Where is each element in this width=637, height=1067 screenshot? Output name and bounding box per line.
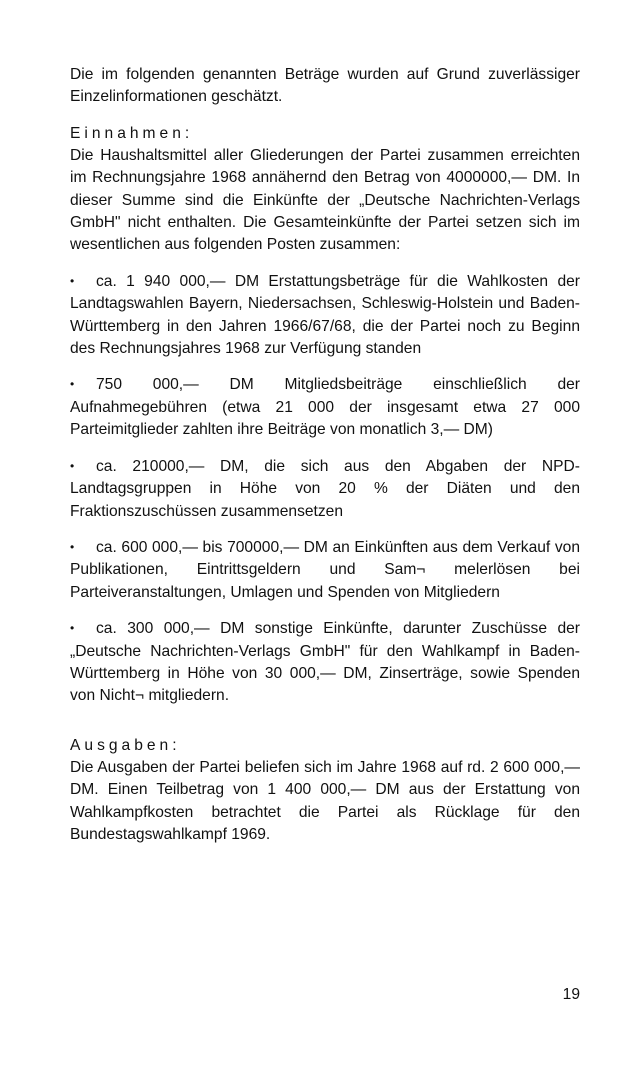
document-page bbox=[70, 64, 580, 846]
section-spacer bbox=[70, 721, 580, 735]
list-item-text: ca. 210000,— DM, die sich aus den Abgaben der NPD-Landtagsgruppen in Höhe von 20 % der Diäten und den Fraktionszuschüssen zusammensetzen bbox=[70, 457, 580, 520]
list-item-text: 750 000,— DM Mitgliedsbeiträge einschließlich der Aufnahmegebühren (etwa 21 000 der insgesamt etwa 27 000 Parteimitglieder zahlten ihre Beiträge von monatlich 3,— DM) bbox=[70, 376, 580, 439]
page-number: 19 bbox=[562, 986, 580, 1003]
einnahmen-paragraph: Die Haushaltsmittel aller Gliederungen der Partei zusammen erreichten im Rechnungsjahre 1968 annähernd den Betrag von 4000000,— DM. In dieser Summe sind die Einkünfte der „Deutsche Nachrichten-Verlags GmbH" nicht enthalten. Die Gesamteinkünfte der Partei setzen sich im wesentlichen aus folgenden Posten zusammen: bbox=[70, 146, 580, 254]
list-item-text: ca. 1 940 000,— DM Erstattungsbeträge für die Wahlkosten der Landtagswahlen Bayern, Niedersachsen, Schleswig-Holstein und Baden-Württemberg in den Jahren 1966/67/68, die der Partei noch zu Beginn des Rechnungsjahres 1968 zur Verfügung standen bbox=[70, 272, 580, 358]
bullet-icon: • bbox=[70, 458, 75, 473]
bullet-icon: • bbox=[70, 273, 75, 288]
ausgaben-heading: Ausgaben: bbox=[70, 736, 181, 754]
ausgaben-paragraph: Die Ausgaben der Partei beliefen sich im Jahre 1968 auf rd. 2 600 000,— DM. Einen Teilbetrag von 1 400 000,— DM aus der Erstattung von Wahlkampfkosten betrachtet die Partei als Rücklage für den Bundestagswahlkampf 1969. bbox=[70, 758, 580, 843]
list-item bbox=[70, 373, 580, 441]
bullet-icon: • bbox=[70, 621, 75, 636]
list-item bbox=[70, 270, 580, 361]
einnahmen-heading: Einnahmen: bbox=[70, 124, 194, 142]
einnahmen-list bbox=[70, 270, 580, 708]
list-item bbox=[70, 455, 580, 523]
list-item-text: ca. 300 000,— DM sonstige Einkünfte, darunter Zuschüsse der „Deutsche Nachrichten-Verlags GmbH" für den Wahlkampf in Baden-Württemberg in Höhe von 30 000,— DM, Zinserträge, sowie Spenden von Nicht¬ mitgliedern. bbox=[70, 620, 580, 705]
bullet-icon: • bbox=[70, 377, 75, 392]
intro-paragraph: Die im folgenden genannten Beträge wurden auf Grund zuverlässiger Einzelinformationen geschätzt. bbox=[70, 66, 580, 106]
bullet-icon: • bbox=[70, 539, 75, 554]
list-item-text: ca. 600 000,— bis 700000,— DM an Einkünften aus dem Verkauf von Publikationen, Eintrittsgeldern und Sam¬ melerlösen bei Parteiveranstaltungen, Umlagen und Spenden von Mitgliedern bbox=[70, 538, 580, 601]
list-item bbox=[70, 536, 580, 604]
list-item bbox=[70, 617, 580, 708]
